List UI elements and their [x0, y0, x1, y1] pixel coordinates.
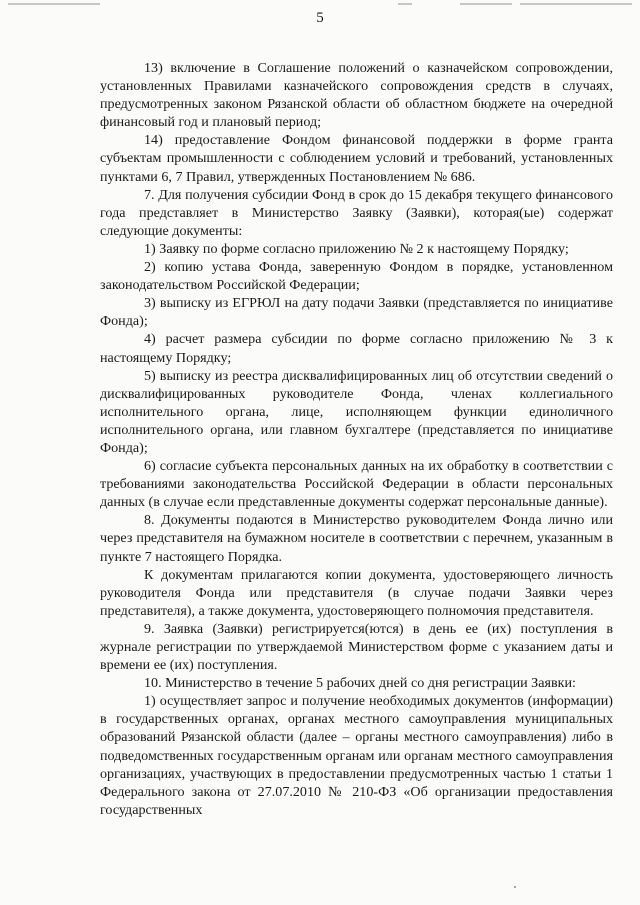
paragraph: К документам прилагаются копии документа, удостоверяющего личность руководителя Фонда или представителя (в случае подачи Заявки через представителя), а также документа, удостоверяющего полномочия представителя.: [100, 566, 613, 619]
scan-artifact: [460, 3, 512, 5]
list-item: 1) Заявку по форме согласно приложению № 2 к настоящему Порядку;: [144, 240, 569, 257]
scan-artifact: [514, 886, 516, 888]
list-item: 6) согласие субъекта персональных данных на их обработку в соответствии с требованиями законодательства Российской Федерации в области персональных данных (в случае если представленные документы содержат персональные данные).: [100, 458, 613, 511]
paragraph-item-13: 13) включение в Соглашение положений о казначейском сопровождении, установленных Правилами казначейского сопровождения средств в случаях, предусмотренных законом Рязанской области об областном бюджете на очередной финансовый год и плановый период;: [100, 60, 613, 131]
list-item: 4) расчет размера субсидии по форме согласно приложению № 3 к настоящему Порядку;: [100, 331, 613, 366]
scan-artifact: [520, 3, 632, 5]
paragraph-clause-10: 10. Министерство в течение 5 рабочих дней со дня регистрации Заявки:: [144, 675, 576, 692]
scan-artifact: [8, 3, 100, 5]
document-body: [100, 59, 613, 819]
list-item: 2) копию устава Фонда, заверенную Фондом в порядке, установленном законодательством Российской Федерации;: [100, 259, 613, 294]
list-item: 5) выписку из реестра дисквалифицированных лиц об отсутствии сведений о дисквалифицированных руководителе Фонда, членах коллегиального исполнительного органа, лице, исполняющем функции единоличного исполнительного органа, или главном бухгалтере (представляется по инициативе Фонда);: [100, 367, 613, 456]
scan-artifact: [398, 3, 412, 5]
page-number: 5: [316, 10, 324, 26]
paragraph-item-14: 14) предоставление Фондом финансовой поддержки в форме гранта субъектам промышленности с соблюдением условий и требований, установленных пунктами 6, 7 Правил, утвержденных Постановлением № 686.: [100, 132, 613, 185]
paragraph-clause-7: 7. Для получения субсидии Фонд в срок до 15 декабря текущего финансового года представляет в Министерство Заявку (Заявки), которая(ые) содержат следующие документы:: [100, 186, 613, 239]
paragraph-clause-8: 8. Документы подаются в Министерство руководителем Фонда лично или через представителя на бумажном носителе в соответствии с перечнем, указанным в пункте 7 настоящего Порядка.: [100, 512, 613, 565]
list-item: 1) осуществляет запрос и получение необходимых документов (информации) в государственных органах, органах местного самоуправления муниципальных образований Рязанской области (далее – органы местного самоуправления) либо в подведомственных государственным органам или органам местного самоуправления организациях, участвующих в предоставлении предусмотренных частью 1 статьи 1 Федерального закона от 27.07.2010 № 210-ФЗ «Об организации предоставления государственных: [100, 693, 613, 818]
paragraph-clause-9: 9. Заявка (Заявки) регистрируется(ются) в день ее (их) поступления в журнале регистрации по утверждаемой Министерством форме с указанием даты и времени ее (их) поступления.: [100, 620, 613, 674]
list-item: 3) выписку из ЕГРЮЛ на дату подачи Заявки (представляется по инициативе Фонда);: [100, 295, 613, 330]
